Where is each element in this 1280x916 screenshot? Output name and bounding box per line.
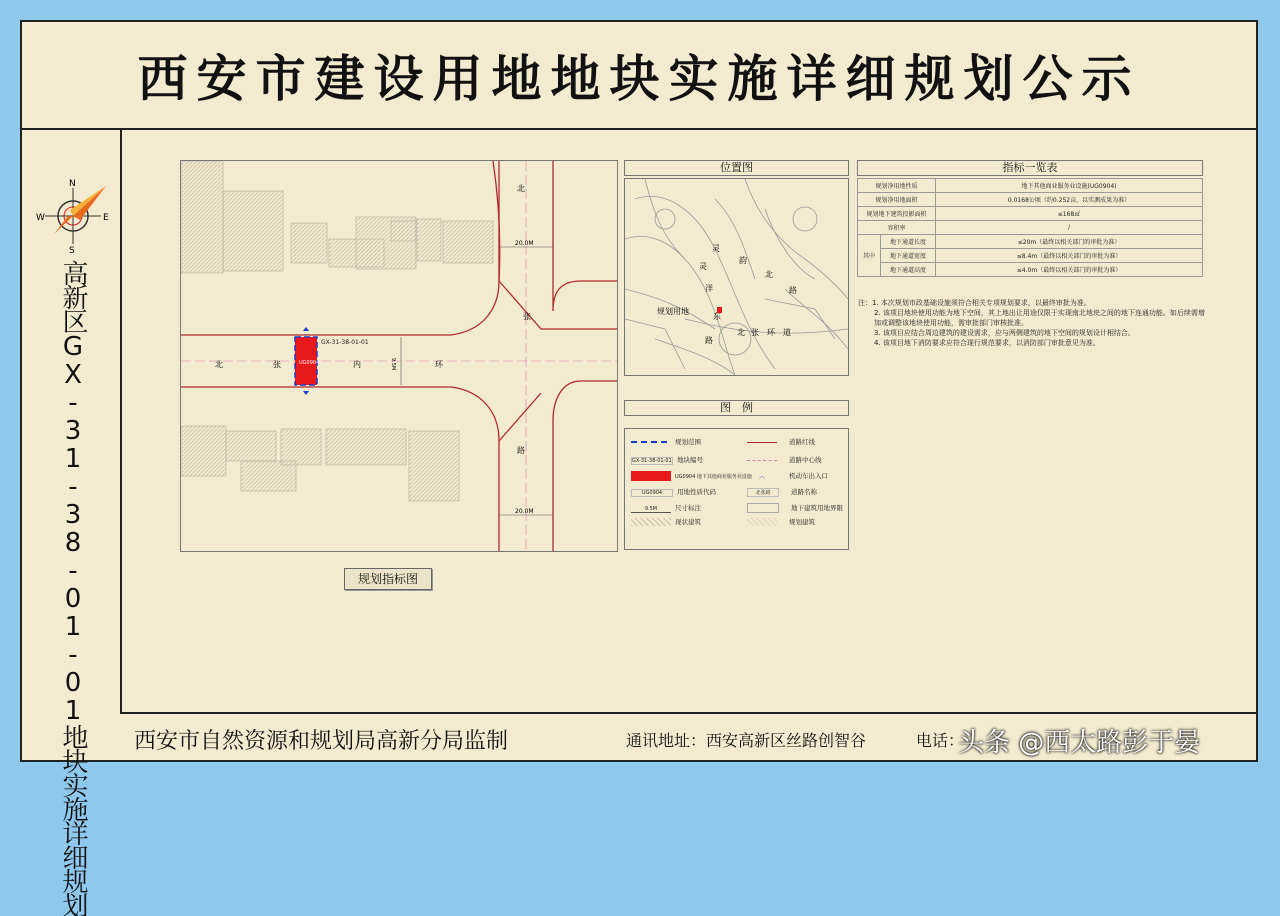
compass-s: S <box>69 246 75 256</box>
legend-label: 机动车出入口 <box>789 472 828 480</box>
dimension-label: 9.5M <box>390 358 396 371</box>
legend-sample: 北张路 <box>747 488 779 497</box>
plan-map <box>180 160 618 552</box>
table-row: 规划净用地面积 0.0168公顷（约0.252亩，以实测成果为准） <box>858 193 1203 207</box>
legend-sample: 9.5M <box>631 506 671 513</box>
table-row: 规划净用地性质 地下其他商业服务业设施(UG0904) <box>858 179 1203 193</box>
legend-label: 道路红线 <box>789 438 815 446</box>
legend-label: 道路名称 <box>791 488 817 496</box>
loc-label: 路 <box>789 286 797 295</box>
legend-label: 尺寸标注 <box>675 504 701 512</box>
loc-label: 东 <box>713 312 721 321</box>
table-row: 其中 地下通道长度 ≤20m（最终以相关部门的审批为准） <box>858 235 1203 249</box>
table-row: 地下通道宽度 ≤8.4m（最终以相关部门的审批为准） <box>858 249 1203 263</box>
plot-use-code: UG0904 <box>299 360 320 366</box>
road-char-1: 北 <box>215 360 223 369</box>
title-bar <box>22 22 1256 130</box>
location-map <box>624 178 849 376</box>
vehicle-entrance-icon: ︿ <box>758 472 766 480</box>
note-line: 3. 该项目应结合周边建筑的建设需求，应与两侧建筑的地下空间的规划设计相结合。 <box>874 329 1135 337</box>
legend-sample: UG0904 地下其他商业服务业设施 <box>675 474 752 480</box>
legend-label: 规划建筑 <box>789 518 815 526</box>
page-title: 西安市建设用地地块实施详细规划公示 <box>137 50 1141 108</box>
map-caption: 规划指标图 <box>344 568 432 590</box>
compass-w: W <box>36 213 45 223</box>
underground-swatch <box>747 503 779 513</box>
table-row: 容积率 / <box>858 221 1203 235</box>
plot-location-label: 规划用地 <box>657 307 689 316</box>
loc-label: 洋 <box>705 284 713 293</box>
road-char-3: 内 <box>353 360 361 369</box>
footer-org: 西安市自然资源和规划局高新分局监制 <box>134 729 509 754</box>
side-title: 高新区GX-31-38-01-01地块实施详细规划 <box>58 260 88 916</box>
loc-label: 张 <box>751 328 759 337</box>
compass-n: N <box>69 179 76 189</box>
footer <box>120 712 1256 764</box>
road-char-5: 北 <box>517 184 525 193</box>
legend-label: 地块编号 <box>677 456 703 464</box>
location-heading: 位置图 <box>624 160 849 176</box>
note-line: 2. 该项目地块使用功能为地下空间，其上地出让用途仅限于实现南北地块之间的地下连通功能。如后续需增加或调整该地块使用功能，需审批部门审核批准。 <box>874 309 1205 327</box>
notes <box>858 298 1208 348</box>
legend-label: 道路中心线 <box>789 456 822 464</box>
loc-label: 北 <box>765 270 773 279</box>
loc-label: 灵 <box>712 244 720 253</box>
planned-swatch <box>747 518 777 526</box>
vehicle-entrance-icon <box>303 327 309 331</box>
road-width-top: 20.0M <box>515 240 534 247</box>
table-row: 规划地下建筑投影面积 ≤168㎡ <box>858 207 1203 221</box>
legend-panel <box>624 428 849 550</box>
legend-heading: 图 例 <box>624 400 849 416</box>
land-use-swatch <box>631 471 671 481</box>
table-row: 地下通道高度 ≤4.0m（最终以相关部门的审批为准） <box>858 263 1203 277</box>
road-width-bottom: 20.0M <box>515 508 534 515</box>
center-line-swatch <box>747 460 777 461</box>
compass-e: E <box>103 213 109 223</box>
road-char-7: 路 <box>517 446 525 455</box>
road-char-4: 环 <box>435 360 443 369</box>
loc-label: 灵 <box>699 262 707 271</box>
road-char-2: 张 <box>273 360 281 369</box>
boundary-swatch <box>631 441 667 443</box>
loc-label: 北 <box>737 328 745 337</box>
plot-code: GX-31-38-01-01 <box>321 339 369 346</box>
legend-sample: GX-31-38-01-01 <box>632 458 672 464</box>
index-table <box>857 178 1203 277</box>
note-line: 4. 该项目地下消防要求应符合现行规范要求，以消防部门审批意见为准。 <box>874 339 1100 347</box>
vehicle-entrance-icon <box>303 391 309 395</box>
legend-label: 规划范围 <box>675 438 701 446</box>
road-char-6: 张 <box>523 312 531 321</box>
legend-label: 用地性质代码 <box>677 488 716 496</box>
existing-buildings <box>181 161 493 501</box>
compass-icon <box>32 176 118 260</box>
index-heading: 指标一览表 <box>857 160 1203 176</box>
loc-label: 道 <box>783 328 791 337</box>
watermark: 头条 @西太路彭于晏 <box>958 728 1201 758</box>
existing-swatch <box>631 518 671 526</box>
red-line-swatch <box>747 442 777 443</box>
footer-address: 通讯地址：西安高新区丝路创智谷 <box>626 731 867 750</box>
loc-label: 路 <box>705 336 713 345</box>
legend-label: 现状建筑 <box>675 518 701 526</box>
legend-sample: UG0904 <box>631 489 673 497</box>
loc-label: 环 <box>767 328 775 337</box>
loc-label: 韵 <box>739 256 747 265</box>
note-line: 注：1. 本次规划市政基础设施须符合相关专项规划要求，以最终审批为准。 <box>858 299 1091 307</box>
legend-label: 地下建筑用地界限 <box>791 504 843 512</box>
footer-phone: 电话： <box>916 731 965 750</box>
